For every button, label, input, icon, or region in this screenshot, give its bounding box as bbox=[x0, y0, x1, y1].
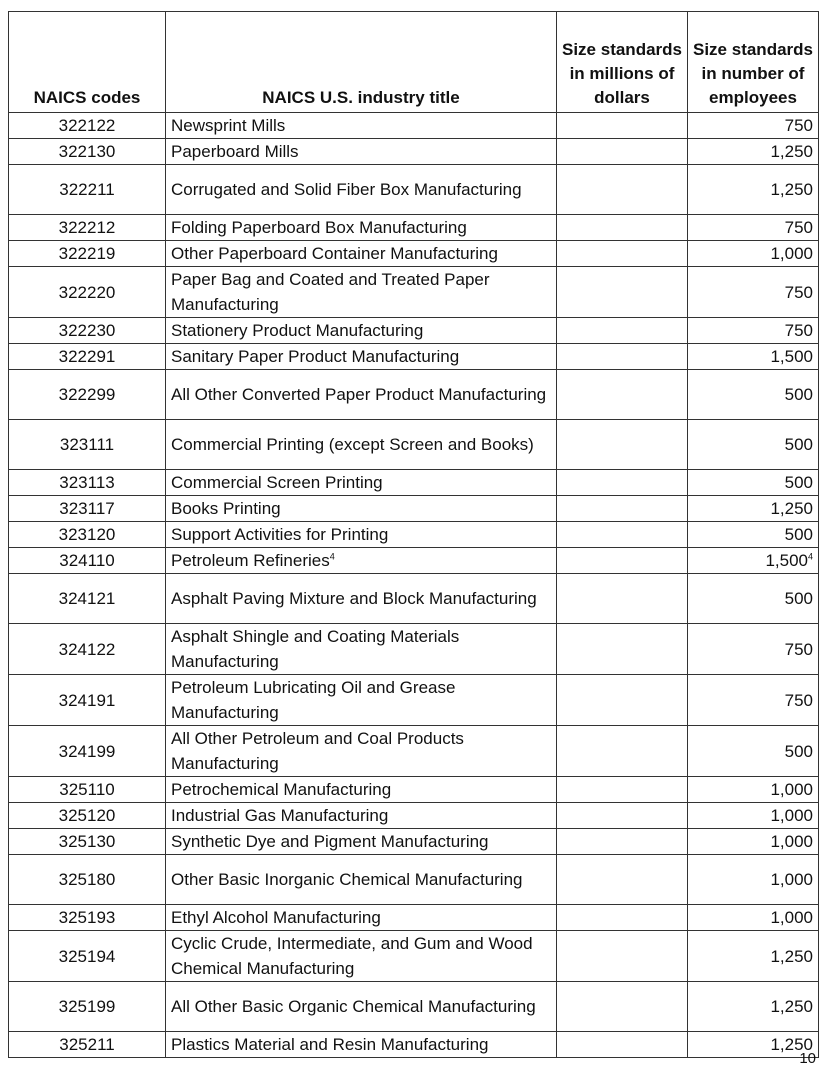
industry-title-cell-text: All Other Converted Paper Product Manufacturing bbox=[171, 385, 547, 404]
naics-code-cell bbox=[9, 624, 166, 675]
industry-title-cell bbox=[166, 675, 557, 726]
table-row bbox=[9, 215, 819, 241]
size-employees-cell bbox=[688, 931, 819, 982]
size-employees-cell-text: 750 bbox=[784, 321, 813, 340]
naics-code-cell-text: 324191 bbox=[58, 690, 116, 710]
naics-code-cell bbox=[9, 139, 166, 165]
naics-code-cell bbox=[9, 215, 166, 241]
industry-title-cell-text: Petroleum Lubricating Oil and Grease Manufacturing bbox=[171, 678, 456, 722]
naics-code-cell bbox=[9, 803, 166, 829]
table-row bbox=[9, 905, 819, 931]
size-employees-cell-text: 750 bbox=[784, 282, 813, 302]
industry-title-cell-text: Commercial Printing (except Screen and Books) bbox=[171, 435, 534, 454]
size-dollars-cell bbox=[557, 470, 688, 496]
industry-title-cell bbox=[166, 855, 557, 905]
size-dollars-cell bbox=[557, 777, 688, 803]
industry-title-cell-text: Stationery Product Manufacturing bbox=[171, 321, 424, 340]
industry-title-cell bbox=[166, 470, 557, 496]
size-employees-cell bbox=[688, 574, 819, 624]
size-employees-cell-text: 750 bbox=[784, 639, 813, 659]
naics-code-cell-text: 323120 bbox=[58, 525, 116, 544]
header-naics-codes: NAICS codes bbox=[9, 12, 166, 113]
industry-title-cell bbox=[166, 215, 557, 241]
naics-code-cell-text: 325193 bbox=[58, 908, 116, 927]
size-dollars-cell bbox=[557, 982, 688, 1032]
industry-title-cell-text: Paperboard Mills bbox=[171, 142, 299, 161]
size-employees-cell bbox=[688, 215, 819, 241]
naics-code-cell bbox=[9, 470, 166, 496]
naics-code-cell-text: 322211 bbox=[59, 180, 115, 199]
industry-title-cell bbox=[166, 726, 557, 777]
size-dollars-cell bbox=[557, 215, 688, 241]
size-employees-cell bbox=[688, 113, 819, 139]
naics-code-cell bbox=[9, 855, 166, 905]
industry-title-cell-text: Petrochemical Manufacturing bbox=[171, 780, 392, 799]
size-employees-cell bbox=[688, 982, 819, 1032]
naics-code-cell bbox=[9, 522, 166, 548]
table-row bbox=[9, 318, 819, 344]
naics-code-cell bbox=[9, 318, 166, 344]
size-dollars-cell bbox=[557, 522, 688, 548]
size-employees-cell bbox=[688, 803, 819, 829]
size-employees-cell-text: 500 bbox=[784, 385, 813, 404]
size-dollars-cell bbox=[557, 548, 688, 574]
naics-code-cell-text: 322220 bbox=[58, 282, 116, 302]
naics-code-cell-text: 322212 bbox=[58, 218, 116, 237]
naics-code-cell-text: 325130 bbox=[58, 832, 116, 851]
size-dollars-cell bbox=[557, 139, 688, 165]
naics-code-cell bbox=[9, 829, 166, 855]
size-dollars-cell bbox=[557, 905, 688, 931]
industry-title-cell-text: Plastics Material and Resin Manufacturing bbox=[171, 1035, 489, 1054]
size-dollars-cell bbox=[557, 931, 688, 982]
size-dollars-cell bbox=[557, 241, 688, 267]
size-employees-cell-text: 1,000 bbox=[770, 832, 813, 851]
table-row bbox=[9, 803, 819, 829]
industry-title-cell bbox=[166, 267, 557, 318]
naics-code-cell bbox=[9, 675, 166, 726]
table-row bbox=[9, 496, 819, 522]
naics-code-cell-text: 324122 bbox=[58, 639, 116, 659]
industry-title-cell bbox=[166, 318, 557, 344]
size-employees-cell bbox=[688, 777, 819, 803]
industry-title-cell-text: Books Printing bbox=[171, 499, 281, 518]
table-row bbox=[9, 624, 819, 675]
size-employees-cell-text: 1,250 bbox=[770, 946, 813, 966]
header-size-employees: Size standards in number of employees bbox=[688, 12, 819, 113]
industry-title-cell bbox=[166, 496, 557, 522]
naics-code-cell-text: 322219 bbox=[58, 244, 116, 263]
naics-code-cell-text: 322230 bbox=[58, 321, 116, 340]
industry-title-cell bbox=[166, 777, 557, 803]
size-employees-cell-text: 1,250 bbox=[770, 1035, 813, 1054]
naics-code-cell bbox=[9, 548, 166, 574]
naics-code-cell bbox=[9, 905, 166, 931]
industry-title-cell-text: Paper Bag and Coated and Treated Paper Manufacturing bbox=[171, 270, 490, 314]
size-employees-cell bbox=[688, 726, 819, 777]
size-employees-cell-text: 500 bbox=[784, 525, 813, 544]
table-row bbox=[9, 241, 819, 267]
naics-code-cell-text: 325110 bbox=[59, 780, 115, 799]
size-employees-cell bbox=[688, 267, 819, 318]
industry-title-cell bbox=[166, 1032, 557, 1058]
footnote-marker: 4 bbox=[807, 551, 813, 562]
table-row bbox=[9, 522, 819, 548]
naics-code-cell-text: 325194 bbox=[58, 946, 116, 966]
naics-code-cell-text: 323117 bbox=[59, 499, 115, 518]
size-dollars-cell bbox=[557, 855, 688, 905]
industry-title-cell bbox=[166, 370, 557, 420]
industry-title-cell bbox=[166, 344, 557, 370]
table-row bbox=[9, 165, 819, 215]
industry-title-cell-text: Industrial Gas Manufacturing bbox=[171, 806, 389, 825]
industry-title-cell-text: Support Activities for Printing bbox=[171, 525, 389, 544]
table-row bbox=[9, 574, 819, 624]
industry-title-cell bbox=[166, 241, 557, 267]
table-row bbox=[9, 370, 819, 420]
size-employees-cell-text: 1,250 bbox=[770, 499, 813, 518]
naics-code-cell bbox=[9, 574, 166, 624]
industry-title-cell bbox=[166, 624, 557, 675]
naics-code-cell bbox=[9, 726, 166, 777]
naics-code-cell-text: 325211 bbox=[59, 1035, 115, 1054]
header-row bbox=[9, 12, 819, 113]
table-row bbox=[9, 113, 819, 139]
size-employees-cell-text: 1,250 bbox=[770, 997, 813, 1016]
naics-code-cell bbox=[9, 267, 166, 318]
industry-title-cell-text: Corrugated and Solid Fiber Box Manufacturing bbox=[171, 180, 522, 199]
size-employees-cell-text: 500 bbox=[784, 473, 813, 492]
size-dollars-cell bbox=[557, 675, 688, 726]
industry-title-cell bbox=[166, 931, 557, 982]
table-row bbox=[9, 470, 819, 496]
size-employees-cell-text: 750 bbox=[784, 218, 813, 237]
size-dollars-cell bbox=[557, 726, 688, 777]
size-employees-cell bbox=[688, 165, 819, 215]
size-employees-cell bbox=[688, 905, 819, 931]
size-employees-cell bbox=[688, 318, 819, 344]
table-body bbox=[9, 113, 819, 1058]
industry-title-cell bbox=[166, 139, 557, 165]
industry-title-cell bbox=[166, 905, 557, 931]
industry-title-cell-text: Ethyl Alcohol Manufacturing bbox=[171, 908, 381, 927]
industry-title-cell-text: Sanitary Paper Product Manufacturing bbox=[171, 347, 460, 366]
size-employees-cell bbox=[688, 829, 819, 855]
industry-title-cell bbox=[166, 574, 557, 624]
size-employees-cell-text: 750 bbox=[784, 690, 813, 710]
size-employees-cell bbox=[688, 370, 819, 420]
naics-code-cell bbox=[9, 344, 166, 370]
naics-code-cell-text: 325180 bbox=[58, 870, 116, 889]
naics-code-cell-text: 323111 bbox=[59, 435, 115, 454]
industry-title-cell-text: Cyclic Crude, Intermediate, and Gum and Wood Chemical Manufacturing bbox=[171, 934, 533, 978]
industry-title-cell bbox=[166, 522, 557, 548]
industry-title-cell-text: Petroleum Refineries bbox=[171, 551, 330, 570]
size-dollars-cell bbox=[557, 165, 688, 215]
naics-code-cell bbox=[9, 496, 166, 522]
size-employees-cell-text: 750 bbox=[784, 116, 813, 135]
table-row bbox=[9, 548, 819, 574]
size-employees-cell-text: 1,500 bbox=[770, 347, 813, 366]
size-employees-cell bbox=[688, 420, 819, 470]
naics-code-cell-text: 324199 bbox=[58, 741, 116, 761]
size-employees-cell bbox=[688, 139, 819, 165]
table-row bbox=[9, 1032, 819, 1058]
industry-title-cell-text: Newsprint Mills bbox=[171, 116, 286, 135]
size-employees-cell-text: 1,000 bbox=[770, 244, 813, 263]
size-employees-cell-text: 1,000 bbox=[770, 870, 813, 889]
industry-title-cell-text: All Other Petroleum and Coal Products Manufacturing bbox=[171, 729, 464, 773]
size-employees-cell-text: 1,500 bbox=[765, 551, 808, 570]
size-dollars-cell bbox=[557, 420, 688, 470]
size-employees-cell bbox=[688, 470, 819, 496]
size-employees-cell-text: 1,250 bbox=[770, 142, 813, 161]
size-employees-cell-text: 500 bbox=[784, 741, 813, 761]
table-row bbox=[9, 344, 819, 370]
size-dollars-cell bbox=[557, 370, 688, 420]
industry-title-cell-text: Asphalt Paving Mixture and Block Manufacturing bbox=[171, 589, 537, 608]
industry-title-cell-text: All Other Basic Organic Chemical Manufacturing bbox=[171, 997, 536, 1016]
page-number: 10 bbox=[799, 1050, 816, 1067]
naics-code-cell bbox=[9, 1032, 166, 1058]
naics-code-cell bbox=[9, 113, 166, 139]
size-dollars-cell bbox=[557, 574, 688, 624]
naics-code-cell bbox=[9, 777, 166, 803]
naics-code-cell bbox=[9, 241, 166, 267]
naics-code-cell-text: 322299 bbox=[58, 385, 116, 404]
table-row bbox=[9, 855, 819, 905]
size-employees-cell-text: 1,000 bbox=[770, 908, 813, 927]
naics-size-standards-table bbox=[8, 11, 819, 1058]
table-row bbox=[9, 982, 819, 1032]
size-employees-cell bbox=[688, 548, 819, 574]
table-row bbox=[9, 267, 819, 318]
naics-code-cell bbox=[9, 931, 166, 982]
size-employees-cell-text: 1,250 bbox=[770, 180, 813, 199]
naics-code-cell-text: 322122 bbox=[58, 116, 116, 135]
size-employees-cell-text: 1,000 bbox=[770, 780, 813, 799]
header-size-dollars: Size standards in millions of dollars bbox=[557, 12, 688, 113]
size-employees-cell bbox=[688, 522, 819, 548]
industry-title-cell-text: Commercial Screen Printing bbox=[171, 473, 383, 492]
table-row bbox=[9, 675, 819, 726]
table-row bbox=[9, 931, 819, 982]
naics-code-cell-text: 325120 bbox=[58, 806, 116, 825]
size-dollars-cell bbox=[557, 829, 688, 855]
naics-code-cell-text: 322291 bbox=[58, 347, 116, 366]
size-dollars-cell bbox=[557, 624, 688, 675]
size-employees-cell bbox=[688, 624, 819, 675]
size-dollars-cell bbox=[557, 344, 688, 370]
industry-title-cell-text: Other Paperboard Container Manufacturing bbox=[171, 244, 498, 263]
industry-title-cell bbox=[166, 165, 557, 215]
naics-code-cell-text: 323113 bbox=[59, 473, 115, 492]
table-row bbox=[9, 139, 819, 165]
naics-code-cell-text: 324121 bbox=[58, 589, 116, 608]
size-dollars-cell bbox=[557, 318, 688, 344]
industry-title-cell bbox=[166, 982, 557, 1032]
size-employees-cell bbox=[688, 241, 819, 267]
naics-code-cell-text: 325199 bbox=[58, 997, 116, 1016]
table-row bbox=[9, 777, 819, 803]
size-employees-cell bbox=[688, 496, 819, 522]
industry-title-cell bbox=[166, 548, 557, 574]
industry-title-cell-text: Asphalt Shingle and Coating Materials Manufacturing bbox=[171, 627, 460, 671]
industry-title-cell-text: Folding Paperboard Box Manufacturing bbox=[171, 218, 467, 237]
industry-title-cell bbox=[166, 803, 557, 829]
size-dollars-cell bbox=[557, 113, 688, 139]
industry-title-cell-text: Synthetic Dye and Pigment Manufacturing bbox=[171, 832, 489, 851]
size-employees-cell bbox=[688, 344, 819, 370]
header-industry-title: NAICS U.S. industry title bbox=[166, 12, 557, 113]
naics-code-cell-text: 322130 bbox=[58, 142, 116, 161]
size-dollars-cell bbox=[557, 496, 688, 522]
table-row bbox=[9, 420, 819, 470]
naics-code-cell bbox=[9, 165, 166, 215]
industry-title-cell bbox=[166, 113, 557, 139]
size-dollars-cell bbox=[557, 803, 688, 829]
size-employees-cell-text: 500 bbox=[784, 589, 813, 608]
table-row bbox=[9, 829, 819, 855]
naics-code-cell-text: 324110 bbox=[59, 551, 115, 570]
size-employees-cell bbox=[688, 675, 819, 726]
industry-title-cell bbox=[166, 420, 557, 470]
size-dollars-cell bbox=[557, 267, 688, 318]
industry-title-cell bbox=[166, 829, 557, 855]
industry-title-cell-text: Other Basic Inorganic Chemical Manufacturing bbox=[171, 870, 523, 889]
size-employees-cell-text: 500 bbox=[784, 435, 813, 454]
size-employees-cell bbox=[688, 855, 819, 905]
naics-code-cell bbox=[9, 420, 166, 470]
footnote-marker: 4 bbox=[329, 551, 335, 562]
naics-code-cell bbox=[9, 370, 166, 420]
size-employees-cell-text: 1,000 bbox=[770, 806, 813, 825]
naics-code-cell bbox=[9, 982, 166, 1032]
size-dollars-cell bbox=[557, 1032, 688, 1058]
table-row bbox=[9, 726, 819, 777]
